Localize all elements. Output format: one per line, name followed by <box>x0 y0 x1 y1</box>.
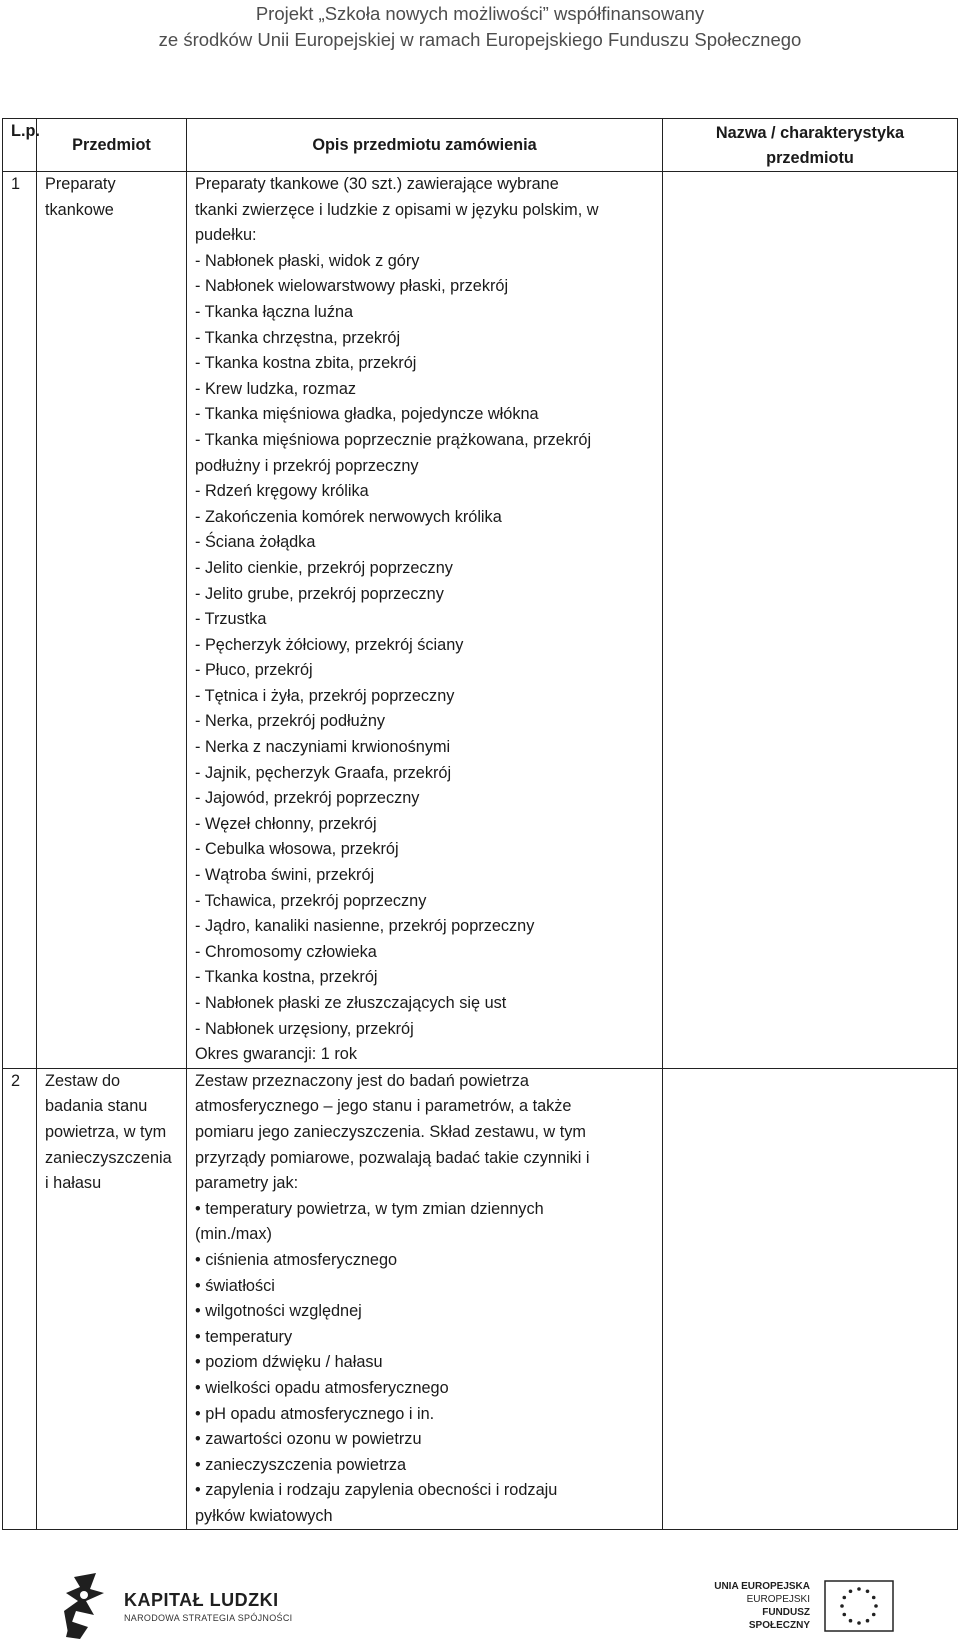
eu-star-icon <box>866 1589 870 1593</box>
header-subject: Przedmiot <box>37 119 187 172</box>
description-line: - Chromosomy człowieka <box>195 942 377 961</box>
description-line: - Tkanka kostna, przekrój <box>195 968 378 987</box>
description-line: • wielkości opadu atmosferycznego <box>195 1378 449 1397</box>
description-line: Okres gwarancji: 1 rok <box>195 1045 357 1064</box>
eu-star-icon <box>840 1604 844 1608</box>
eu-line-1: UNIA EUROPEJSKA <box>714 1581 810 1592</box>
description-line: - Nerka, przekrój podłużny <box>195 712 386 731</box>
header-line-1: Projekt „Szkoła nowych możliwości” współfinansowany <box>255 3 705 24</box>
description-line: atmosferycznego – jego stanu i parametrów, a także <box>195 1097 572 1116</box>
description-line: - Jelito grube, przekrój poprzeczny <box>195 584 444 603</box>
header-name: Nazwa / charakterystyka przedmiotu <box>663 119 958 172</box>
description-line: - Nabłonek wielowarstwowy płaski, przekrój <box>195 277 509 296</box>
description-line: - Tkanka łączna luźna <box>195 302 354 321</box>
header-line-2: ze środków Unii Europejskiej w ramach Europejskiego Funduszu Społecznego <box>158 29 802 50</box>
table-row <box>3 172 958 1069</box>
description-line: • zapylenia i rodzaju zapylenia obecności i rodzaju <box>195 1481 558 1500</box>
eu-star-icon <box>842 1613 846 1617</box>
eu-flag-icon <box>824 1580 894 1632</box>
table-header-row <box>3 119 958 172</box>
eu-star-icon <box>857 1621 861 1625</box>
description-line: • pH opadu atmosferycznego i in. <box>195 1404 435 1423</box>
row-name-cell <box>663 172 958 1069</box>
description-line: • zanieczyszczenia powietrza <box>195 1455 407 1474</box>
specification-table <box>2 118 958 1530</box>
row-description <box>187 172 663 1069</box>
description-line: - Pęcherzyk żółciowy, przekrój ściany <box>195 635 464 654</box>
description-line: - Ściana żołądka <box>195 533 316 552</box>
description-line: • poziom dźwięku / hałasu <box>195 1353 383 1372</box>
description-line: - Zakończenia komórek nerwowych królika <box>195 507 502 526</box>
description-line: • temperatury <box>195 1327 293 1346</box>
eu-logo <box>700 1576 920 1636</box>
description-line: - Tchawica, przekrój poprzeczny <box>195 891 427 910</box>
description-line: - Tkanka mięśniowa poprzecznie prążkowana, przekrój <box>195 430 592 449</box>
description-line: - Jajowód, przekrój poprzeczny <box>195 789 420 808</box>
kapital-ludzki-logo <box>60 1570 300 1642</box>
description-line: tkanki zwierzęce i ludzkie z opisami w języku polskim, w <box>195 200 599 219</box>
description-line: - Tętnica i żyła, przekrój poprzeczny <box>195 686 455 705</box>
description-line: - Rdzeń kręgowy królika <box>195 482 369 501</box>
header-lp: L.p. <box>3 119 37 172</box>
description-line: - Tkanka chrzęstna, przekrój <box>195 328 401 347</box>
header-description: Opis przedmiotu zamówienia <box>187 119 663 172</box>
description-line: - Płuco, przekrój <box>195 661 313 680</box>
page-header <box>0 0 960 53</box>
kapital-ludzki-subtitle: NARODOWA STRATEGIA SPÓJNOŚCI <box>124 1612 293 1623</box>
description-line: - Jądro, kanaliki nasienne, przekrój poprzeczny <box>195 917 535 936</box>
description-line: - Jajnik, pęcherzyk Graafa, przekrój <box>195 763 452 782</box>
eu-star-icon <box>866 1619 870 1623</box>
eu-star-icon <box>872 1596 876 1600</box>
description-line: • wilgotności względnej <box>195 1302 362 1321</box>
description-line: pomiaru jego zanieczyszczenia. Skład zestawu, w tym <box>195 1122 586 1141</box>
eu-star-icon <box>842 1596 846 1600</box>
description-line: • ciśnienia atmosferycznego <box>195 1250 398 1269</box>
description-line: - Nabłonek urzęsiony, przekrój <box>195 1019 414 1038</box>
eu-star-icon <box>849 1619 853 1623</box>
row-description <box>187 1068 663 1530</box>
description-line: - Krew ludzka, rozmaz <box>195 379 357 398</box>
eu-line-3: FUNDUSZ SPOŁECZNY <box>748 1607 810 1631</box>
description-line: - Tkanka kostna zbita, przekrój <box>195 354 417 373</box>
page-footer <box>0 1560 960 1646</box>
description-line: - Nabłonek płaski ze złuszczających się ust <box>195 994 507 1012</box>
description-line: Zestaw przeznaczony jest do badań powietrza <box>195 1071 529 1090</box>
description-line: - Wątroba świni, przekrój <box>195 866 375 885</box>
description-line: • temperatury powietrza, w tym zmian dziennych <box>195 1199 544 1218</box>
eu-line-2: EUROPEJSKI <box>746 1594 810 1605</box>
row-name-cell <box>663 1068 958 1530</box>
kapital-ludzki-title: KAPITAŁ LUDZKI <box>124 1589 279 1610</box>
description-line: - Tkanka mięśniowa gładka, pojedyncze włókna <box>195 405 539 424</box>
row-number: 2 <box>3 1068 37 1530</box>
description-line: pyłków kwiatowych <box>195 1506 333 1525</box>
description-line: - Trzustka <box>195 610 267 629</box>
description-line: - Cebulka włosowa, przekrój <box>195 840 399 859</box>
description-line: podłużny i przekrój poprzeczny <box>195 456 419 475</box>
eu-star-icon <box>857 1587 861 1591</box>
description-line: przyrządy pomiarowe, pozwalają badać takie czynniki i <box>195 1148 590 1167</box>
eu-star-icon <box>872 1613 876 1617</box>
description-line: - Nerka z naczyniami krwionośnymi <box>195 738 451 757</box>
description-line: Preparaty tkankowe (30 szt.) zawierające wybrane <box>195 175 559 193</box>
description-line: pudełku: <box>195 226 257 245</box>
row-subject: Preparaty tkankowe <box>37 172 187 1069</box>
description-line: • światłości <box>195 1276 275 1295</box>
row-subject: Zestaw do badania stanu powietrza, w tym zanieczyszczenia i hałasu <box>37 1068 187 1530</box>
description-line: - Węzeł chłonny, przekrój <box>195 814 377 833</box>
description-line: - Jelito cienkie, przekrój poprzeczny <box>195 558 453 577</box>
row-number: 1 <box>3 172 37 1069</box>
eu-star-icon <box>874 1604 878 1608</box>
description-line: parametry jak: <box>195 1174 299 1193</box>
description-line: • zawartości ozonu w powietrzu <box>195 1430 422 1449</box>
eu-star-icon <box>849 1589 853 1593</box>
kapital-ludzki-emblem-icon <box>60 1571 110 1641</box>
description-line: (min./max) <box>195 1225 272 1244</box>
table-row <box>3 1068 958 1530</box>
description-line: - Nabłonek płaski, widok z góry <box>195 251 420 270</box>
